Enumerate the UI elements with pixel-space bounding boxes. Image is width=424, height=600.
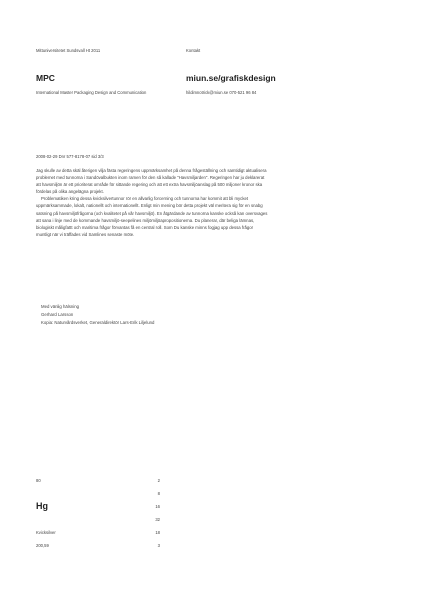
- specimen-value: 2: [157, 478, 160, 483]
- specimen-row: [36, 517, 160, 525]
- specimen-value: 16: [155, 504, 160, 509]
- letter-body: [36, 167, 268, 238]
- specimen-value: 3: [157, 543, 160, 548]
- letter-copy-line: Kopia: Naturvårdsverket, Generaldirektör Lars-Erik Liljelund: [41, 319, 155, 325]
- specimen-row: [36, 491, 160, 499]
- header-contact-label: Kontakt: [186, 48, 201, 53]
- letter-closing: Med vänlig hälsning: [41, 304, 79, 309]
- letter-paragraph: Jag skulle av detta skäl återigen vilja fästa regeringens uppmärksamhet på denna frågeställning och samtidigt aktualisera problemet med tunnorna i Sandövalbukten inom ramen för den så kallade "Havsmiljarden". Regeringen har ju deklarerat att havsmiljön är ett prioriterat område för sittande regering och att ett extra havsmiljöanslag på 500 miljoner kronor ska fördelas på olika angelägna projekt.: [36, 168, 267, 195]
- specimen-label: 80: [36, 478, 41, 483]
- letter-paragraph: Problematiken kring dessa kvicksilvertunnor rör en allvarlig forcerning och tunnorna har kommit att bli mycket uppmärksammade, lokalt, nationellt och internationellt. Enligt min mening bör detta projekt väl meritera sig för en snabg satsning på havsmiljöfrågorna (och kvalitetet på vår havsmiljö). En åtgärdande av tunnorna kanske också kan oversvages att sana i linje med de kommande havsmiljö-seepelines miljömiljöapropositionerna. Du planerar, där beliga lämnas, biologiskt måligfattt och maritima frågor förvantas få en central roll. Som Du kanske minns fogjag upp dessa frågor muntligt när vi träffades vid Samlines senaste möte.: [36, 196, 268, 237]
- brand-website: miun.se/grafiskdesign: [186, 73, 276, 83]
- letter-signature-block: [41, 303, 154, 326]
- specimen-row: [36, 543, 160, 551]
- specimen-row: [36, 530, 160, 538]
- letter-date-reference: 2008-02-29 Dnr 577-8178-07 sid 3/3: [36, 154, 104, 159]
- specimen-symbol: Hg: [36, 501, 48, 511]
- specimen-value: 32: [155, 517, 160, 522]
- contact-email-phone: hildimnotrick@miun.se 070-521 96 84: [186, 90, 257, 95]
- specimen-value: 8: [157, 491, 160, 496]
- specimen-label: 200,59: [36, 543, 49, 548]
- specimen-row: [36, 478, 160, 486]
- specimen-row: [36, 501, 160, 512]
- brand-mpc: MPC: [36, 73, 55, 83]
- header-left-text: Mittuniversitetet Sundsvall Ht 2011: [36, 48, 101, 53]
- specimen-value: 18: [155, 530, 160, 535]
- program-name: International Master Packaging Design and Communication: [36, 90, 147, 95]
- specimen-label: Kvicksilver: [36, 530, 56, 535]
- letter-signer: Gerhard Larsson: [41, 311, 74, 317]
